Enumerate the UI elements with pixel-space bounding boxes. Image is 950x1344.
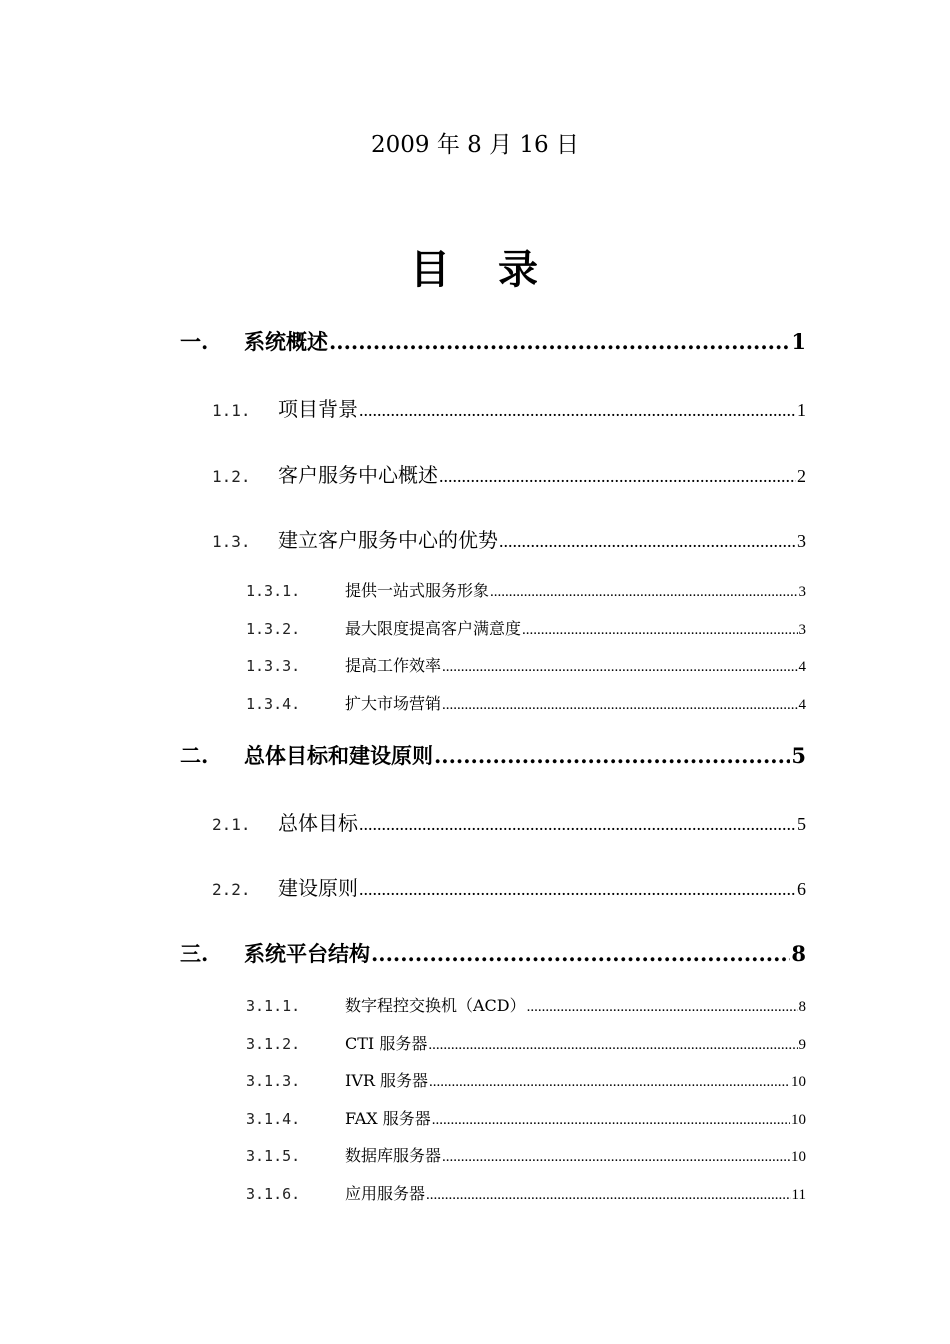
toc-leader-dots (359, 879, 796, 900)
toc-entry[interactable] (180, 740, 806, 770)
toc-entry-page: 9 (798, 1037, 806, 1053)
toc-leader-dots (434, 743, 790, 768)
toc-entry-label: 总体目标 (278, 811, 358, 835)
toc-leader-dots (429, 1074, 790, 1091)
toc-entry[interactable] (212, 524, 806, 553)
toc-entry-number: 三. (180, 941, 209, 966)
toc-entry-page: 6 (797, 879, 806, 899)
toc-entry-label: 提高工作效率 (345, 656, 442, 675)
toc-entry[interactable] (246, 653, 806, 676)
toc-entry-page: 4 (798, 697, 806, 713)
toc-leader-dots (359, 814, 796, 835)
toc-entry-label: IVR 服务器 (345, 1071, 429, 1090)
toc-leader-dots (428, 1037, 797, 1054)
toc-entry[interactable] (246, 1031, 806, 1054)
toc-entry-page: 8 (798, 999, 806, 1015)
toc-entry[interactable] (212, 459, 806, 488)
toc-leader-dots (371, 941, 790, 966)
toc-entry-page: 3 (798, 584, 806, 600)
toc-entry-number: 1.3.4. (246, 695, 301, 713)
toc-entry[interactable] (180, 326, 806, 356)
toc-leader-dots (359, 400, 796, 421)
toc-entry-page: 3 (797, 531, 806, 551)
toc-entry[interactable] (246, 1143, 806, 1166)
toc-entry-number: 2.2. (212, 880, 251, 899)
toc-entry-number: 一. (180, 329, 209, 354)
toc-entry[interactable] (212, 872, 806, 901)
toc-entry-label: 提供一站式服务形象 (345, 581, 490, 600)
toc-entry-number: 1.3.3. (246, 657, 301, 675)
toc-entry[interactable] (212, 807, 806, 836)
toc-entry-number: 二. (180, 743, 209, 768)
toc-entry-number: 1.2. (212, 467, 251, 486)
toc-entry-label: 系统平台结构 (244, 941, 370, 966)
toc-entry[interactable] (246, 993, 806, 1016)
toc-entry-label: FAX 服务器 (345, 1109, 431, 1128)
toc-leader-dots (499, 531, 796, 552)
toc-entry-number: 3.1.6. (246, 1185, 301, 1203)
toc-leader-dots (442, 659, 797, 676)
toc-entry-number: 3.1.4. (246, 1110, 301, 1128)
toc-entry-label: 数字程控交换机（ACD） (345, 996, 526, 1015)
toc-leader-dots (490, 584, 797, 601)
toc-entry-label: 应用服务器 (345, 1184, 426, 1203)
toc-entry-label: 最大限度提高客户满意度 (345, 619, 522, 638)
toc-entry-page: 5 (797, 814, 806, 834)
toc-entry[interactable] (212, 393, 806, 422)
toc-entry-page: 8 (791, 941, 806, 966)
toc-entry-label: 客户服务中心概述 (278, 463, 438, 487)
toc-entry-label: 建立客户服务中心的优势 (278, 528, 498, 552)
toc-leader-dots (442, 1149, 790, 1166)
toc-entry-page: 10 (791, 1149, 806, 1165)
toc-entry-number: 1.1. (212, 401, 251, 420)
toc-entry[interactable] (246, 1106, 806, 1129)
toc-entry-label: 建设原则 (278, 876, 358, 900)
toc-entry[interactable] (180, 938, 806, 968)
toc-entry-label: 扩大市场营销 (345, 694, 442, 713)
toc-title-part2: 录 (498, 246, 540, 293)
toc-leader-dots (527, 999, 798, 1016)
toc-entry-label: 系统概述 (244, 329, 328, 354)
toc-entry-label: 总体目标和建设原则 (244, 743, 433, 768)
toc-entry-page: 4 (798, 659, 806, 675)
document-date: 2009 年 8 月 16 日 (371, 132, 579, 158)
toc-entry-page: 2 (797, 466, 806, 486)
toc-leader-dots (426, 1187, 791, 1204)
toc-entry-number: 3.1.3. (246, 1072, 301, 1090)
toc-entry-number: 1.3.2. (246, 620, 301, 638)
toc-entry[interactable] (246, 1181, 806, 1204)
toc-entry[interactable] (246, 691, 806, 714)
toc-entry-page: 5 (791, 743, 806, 768)
toc-leader-dots (329, 329, 790, 354)
toc-entry-page: 10 (791, 1112, 806, 1128)
toc-entry-page: 10 (791, 1074, 806, 1090)
toc-entry-number: 3.1.2. (246, 1035, 301, 1053)
toc-entry-number: 3.1.5. (246, 1147, 301, 1165)
toc-entry-number: 3.1.1. (246, 997, 301, 1015)
toc-leader-dots (439, 466, 796, 487)
toc-entry-label: CTI 服务器 (345, 1034, 428, 1053)
toc-entry[interactable] (246, 616, 806, 639)
toc-entry-number: 1.3.1. (246, 582, 301, 600)
toc-entry-number: 2.1. (212, 815, 251, 834)
toc-entry-page: 1 (797, 400, 806, 420)
toc-leader-dots (442, 697, 797, 714)
toc-title-part1: 目 (410, 246, 452, 293)
toc-entry[interactable] (246, 1068, 806, 1091)
toc-entry-label: 项目背景 (278, 397, 358, 421)
toc-entry-label: 数据库服务器 (345, 1146, 442, 1165)
toc-entry[interactable] (246, 578, 806, 601)
toc-entry-page: 3 (798, 622, 806, 638)
toc-title (0, 238, 950, 295)
toc-entry-page: 1 (791, 329, 806, 354)
toc-entry-number: 1.3. (212, 532, 251, 551)
toc-leader-dots (432, 1112, 790, 1129)
toc-leader-dots (522, 622, 797, 639)
toc-entry-page: 11 (791, 1187, 806, 1203)
